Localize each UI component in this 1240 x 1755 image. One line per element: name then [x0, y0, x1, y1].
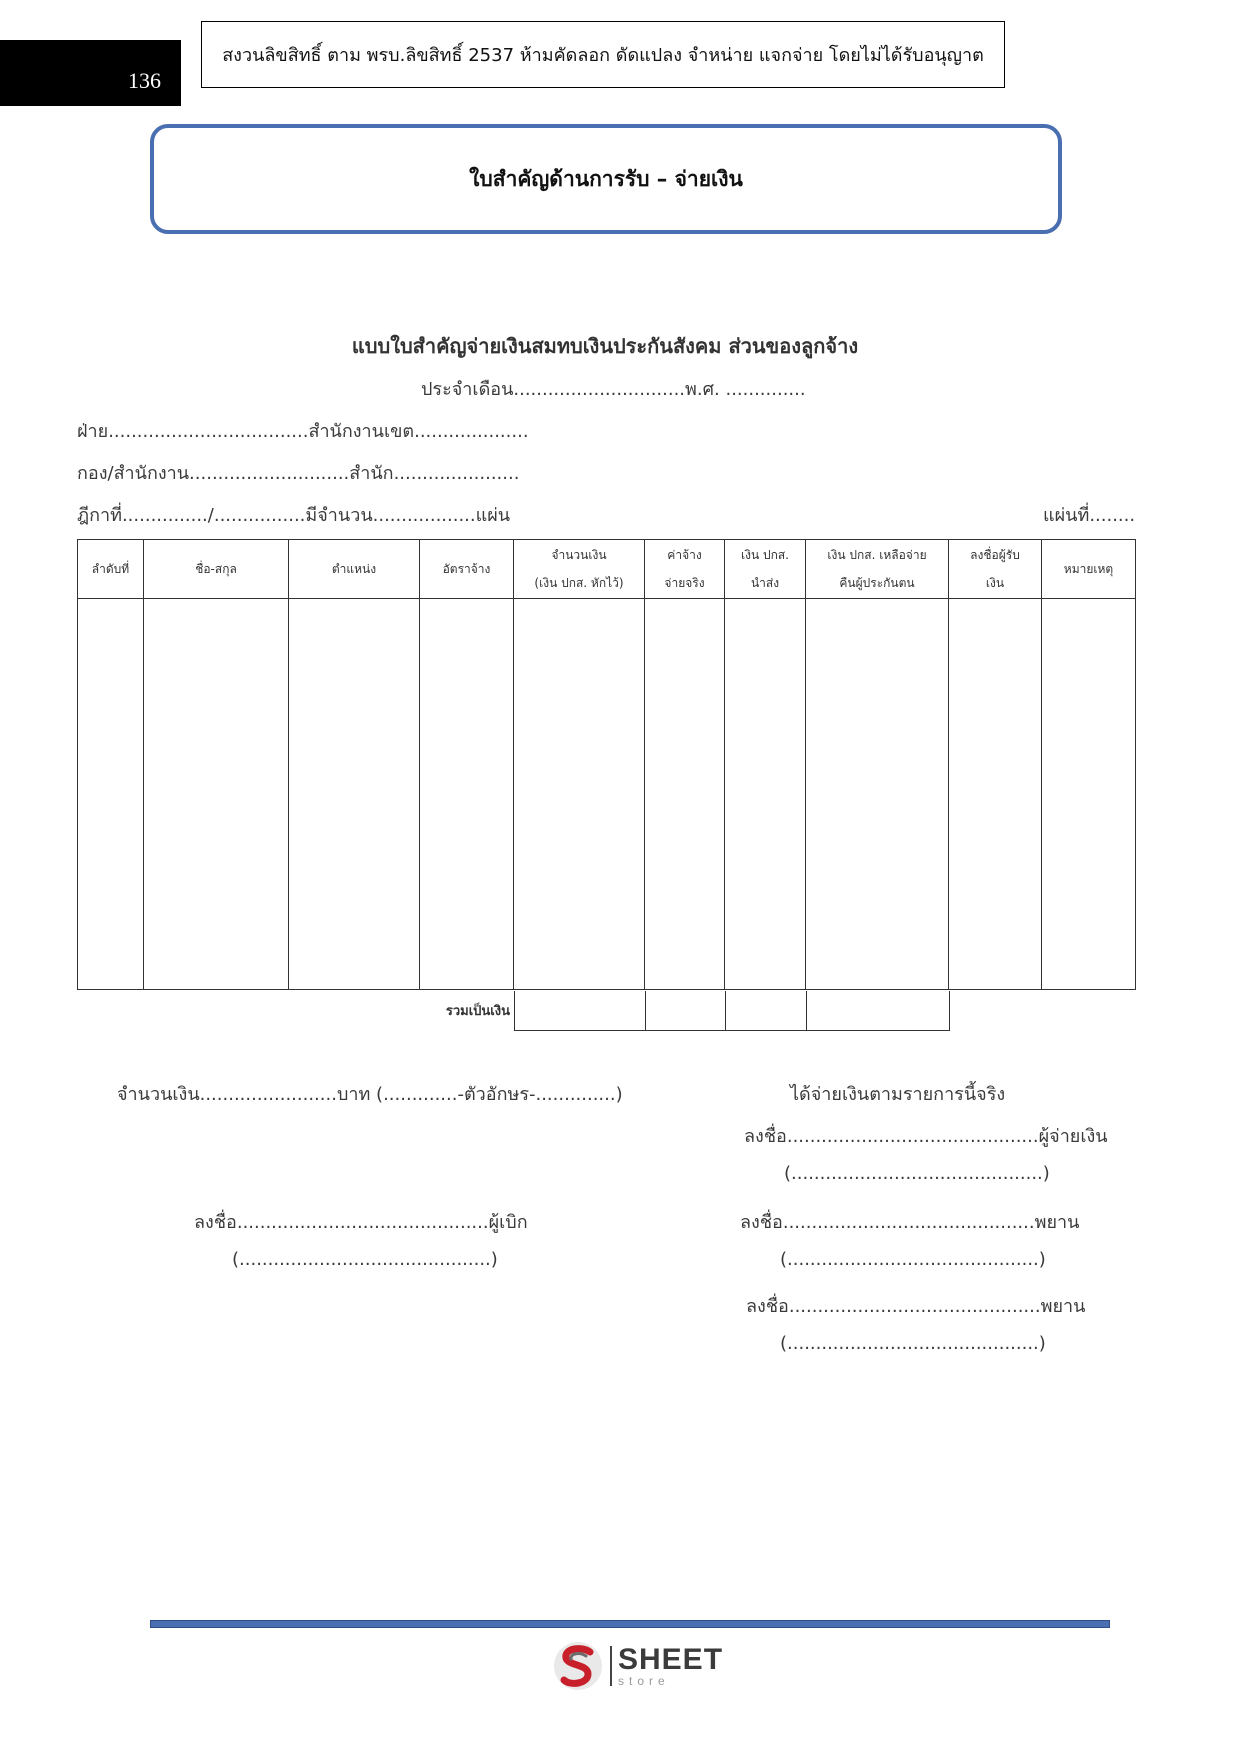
sheet-store-logo [552, 1640, 732, 1692]
column-header [289, 540, 420, 599]
witness2-name-line: (............................................) [780, 1333, 1046, 1354]
month-line: ประจำเดือน..............................พ.ศ. .............. [421, 379, 806, 400]
certify-text: ได้จ่ายเงินตามรายการนี้จริง [790, 1084, 1006, 1105]
page-number: 136 [0, 40, 181, 106]
sheet-store-logo-icon [552, 1640, 604, 1692]
logo-divider [610, 1646, 612, 1686]
amount-line: จำนวนเงิน........................บาท (.............-ตัวอักษร-..............) [117, 1084, 623, 1105]
column-header-text: ตำแหน่ง [331, 562, 377, 576]
column-header-text: ชื่อ-สกุล [195, 562, 237, 576]
table-body-row [78, 599, 1136, 990]
column-header-text: จำนวนเงิน [551, 548, 607, 562]
table-cell [725, 599, 806, 990]
table-cell [645, 599, 725, 990]
total-remit-cell [725, 991, 807, 1031]
logo-text [618, 1645, 723, 1687]
table-cell [144, 599, 289, 990]
column-header [645, 540, 725, 599]
requester-name-line: (............................................) [232, 1249, 498, 1270]
column-header-text: เงิน [985, 576, 1005, 590]
table-cell [514, 599, 645, 990]
table-cell [78, 599, 144, 990]
table-cell [289, 599, 420, 990]
section-title-box [150, 124, 1062, 234]
department-line: กอง/สำนักงาน............................สำนัก...................... [77, 463, 520, 484]
witness2-signature-line: ลงชื่อ............................................พยาน [746, 1296, 1086, 1317]
column-header-text: เงิน ปกส. เหลือจ่าย [827, 548, 927, 562]
table-header-row [78, 540, 1136, 599]
payer-name-line: (............................................) [784, 1163, 1050, 1184]
table-cell [949, 599, 1042, 990]
column-header [1042, 540, 1136, 599]
total-wage-cell [645, 991, 726, 1031]
total-amount-cell [514, 991, 646, 1031]
column-header-text: ลำดับที่ [91, 562, 130, 576]
total-label: รวมเป็นเงิน [445, 1004, 510, 1019]
column-header-text: จ่ายจริง [664, 576, 705, 590]
column-header-text: ลงชื่อผู้รับ [970, 548, 1020, 562]
column-header-text: เงิน ปกส. [741, 548, 789, 562]
table-cell [420, 599, 514, 990]
division-line: ฝ่าย...................................สำนักงานเขต.................... [77, 421, 529, 442]
column-header [514, 540, 645, 599]
column-header-text: ค่าจ้าง [667, 548, 702, 562]
table-cell [806, 599, 949, 990]
column-header [725, 540, 806, 599]
footer-bar [150, 1620, 1110, 1628]
payer-signature-line: ลงชื่อ............................................ผู้จ่ายเงิน [744, 1126, 1108, 1147]
payment-table [77, 539, 1136, 990]
column-header [78, 540, 144, 599]
witness1-name-line: (............................................) [780, 1249, 1046, 1270]
column-header [949, 540, 1042, 599]
column-header-text: (เงิน ปกส. หักไว้) [534, 576, 624, 590]
total-refund-cell [806, 991, 950, 1031]
witness1-signature-line: ลงชื่อ............................................พยาน [740, 1212, 1080, 1233]
section-title: ใบสำคัญด้านการรับ – จ่ายเงิน [469, 166, 743, 191]
column-header [144, 540, 289, 599]
logo-sub: store [618, 1674, 670, 1688]
column-header [420, 540, 514, 599]
column-header-text: หมายเหตุ [1063, 562, 1114, 576]
form-title: แบบใบสำคัญจ่ายเงินสมทบเงินประกันสังคม ส่วนของลูกจ้าง [351, 334, 859, 358]
table-cell [1042, 599, 1136, 990]
sheet-number: แผ่นที่........ [1043, 505, 1136, 526]
column-header-text: นำส่ง [750, 576, 780, 590]
column-header [806, 540, 949, 599]
voucher-line: ฎีกาที่.............../................มีจำนวน..................แผ่น [77, 505, 511, 526]
logo-word: SHEET [618, 1643, 724, 1676]
requester-signature-line: ลงชื่อ............................................ผู้เบิก [194, 1212, 528, 1233]
column-header-text: อัตราจ้าง [442, 562, 491, 576]
copyright-notice: สงวนลิขสิทธิ์ ตาม พรบ.ลิขสิทธิ์ 2537 ห้ามคัดลอก ดัดแปลง จำหน่าย แจกจ่าย โดยไม่ได้รับอนุญาต [201, 21, 1005, 88]
column-header-text: คืนผู้ประกันตน [839, 576, 915, 590]
